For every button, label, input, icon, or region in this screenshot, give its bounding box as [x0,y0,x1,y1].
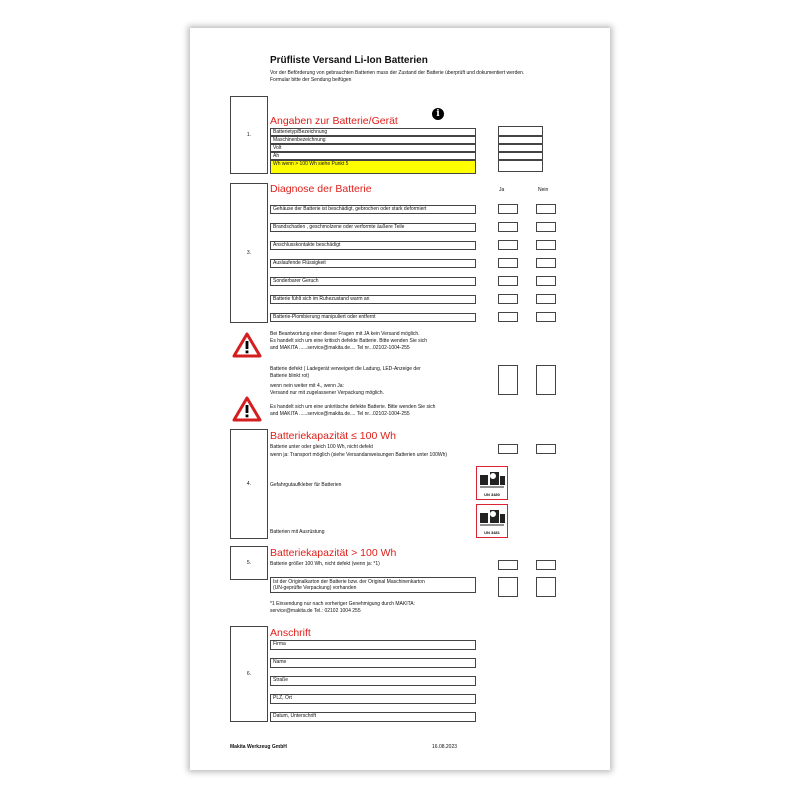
checkbox-over-100wh-no[interactable] [536,560,556,570]
label-hazard-sticker: Gefahrgutaufkleber für Batterien [270,482,342,488]
footnote-line-2: service@makita.de Tel.: 02102 1004 255 [270,608,361,614]
footer-date: 16.08.2023 [432,744,458,750]
original-packaging-question [270,577,476,593]
footnote-line-1: *1 Einsendung nur nach vorheriger Genehmigung durch MAKITA: [270,601,415,607]
field-ah: Ah [270,152,476,160]
field-machine-name: Maschinenbezeichnung [270,136,476,144]
checkbox-warm-yes[interactable] [498,294,518,304]
column-yes-label: Ja [499,187,505,193]
checkbox-over-100wh-yes[interactable] [498,560,518,570]
un3481-text: UN 3481 [484,530,500,535]
checkbox-defect-yes[interactable] [498,365,518,395]
warning-2-line-3: wenn nein weiter mit 4., wenn Ja: [270,383,344,389]
input-volt[interactable] [498,144,543,152]
section-1-number: 1. [230,96,268,174]
address-field-company[interactable]: Firma [270,640,476,650]
input-wh[interactable] [498,160,543,172]
section-3-title: Diagnose der Batterie [270,183,372,195]
checkbox-leak-no[interactable] [536,258,556,268]
input-ah[interactable] [498,152,543,160]
checkbox-leak-yes[interactable] [498,258,518,268]
section-6-title: Anschrift [270,627,311,639]
section-4-title: Batteriekapazität ≤ 100 Wh [270,430,396,442]
checkbox-defect-no[interactable] [536,365,556,395]
address-field-zip-city[interactable]: PLZ, Ort [270,694,476,704]
section-5-title: Batteriekapazität > 100 Wh [270,547,397,559]
warning-2-line-2: Batterie blinkt rot) [270,373,310,379]
label-batteries-with-equipment: Batterien mit Ausrüstung [270,529,325,535]
checkbox-seal-yes[interactable] [498,312,518,322]
checkbox-housing-no[interactable] [536,204,556,214]
checkbox-warm-no[interactable] [536,294,556,304]
field-volt: Volt [270,144,476,152]
section-4-number: 4. [230,429,268,539]
section-3-number: 3. [230,183,268,323]
warning-2-line-1: Batterie defekt ( Ladegerät verweigert die Ladung, LED-Anzeige der [270,366,421,372]
address-field-street[interactable]: Straße [270,676,476,686]
diagnosis-item-warm: Batterie fühlt sich im Ruhezustand warm an [270,295,476,304]
section-5-number: 5. [230,546,268,580]
input-machine-name[interactable] [498,136,543,144]
checkbox-smell-yes[interactable] [498,276,518,286]
checkbox-fire-yes[interactable] [498,222,518,232]
checkbox-smell-no[interactable] [536,276,556,286]
warning-1-line-1: Bei Beantwortung einer dieser Fragen mit JA kein Versand möglich. [270,331,420,337]
warning-2-line-5: Es handelt sich um eine unkritische defekte Batterie. Bitte wenden Sie sich [270,404,436,410]
checkbox-contacts-no[interactable] [536,240,556,250]
intro-text: Vor der Beförderung von gebrauchten Batterien muss der Zustand der Batterie überprüft und dokumentiert werden. Formular bitte der Sendung beifügen [270,70,525,83]
packaging-line-1: Ist der Originalkarton der Batterie bzw. der Original Maschinenkarton [273,579,425,585]
section-5-line-1: Batterie größer 100 Wh, nicht defekt (wenn ja: *1) [270,561,380,567]
warning-triangle-icon [232,332,262,358]
diagnosis-item-leak: Auslaufende Flüssigkeit [270,259,476,268]
un3481-label-icon [476,504,508,538]
column-no-label: Nein [538,187,549,193]
checkbox-fire-no[interactable] [536,222,556,232]
warning-1-line-2: Es handelt sich um eine kritisch defekte Batterie. Bitte wenden Sie sich [270,338,428,344]
diagnosis-item-contacts: Anschlusskontakte beschädigt [270,241,476,250]
section-4-line-2: wenn ja: Transport möglich (siehe Versandanweisungen Batterien unter 100Wh) [270,452,448,458]
checkbox-seal-no[interactable] [536,312,556,322]
packaging-line-2: (UN-geprüfte Verpackung) vorhanden [273,585,357,591]
info-circle-icon[interactable]: i [432,108,444,120]
section-4-line-1: Batterie unter oder gleich 100 Wh, nicht defekt [270,444,373,450]
un3480-label-icon [476,466,508,500]
warning-1-line-3: and MAKITA ......service@makita.de.... Tel nr...02102-1004-255 [270,345,410,351]
diagnosis-item-fire: Brandschaden , geschmolzene oder verformte äußere Teile [270,223,476,232]
section-6-number: 6. [230,626,268,722]
diagnosis-item-smell: Sonderbarer Geruch [270,277,476,286]
document-page [190,28,610,770]
checkbox-under-100wh-no[interactable] [536,444,556,454]
address-field-name[interactable]: Name [270,658,476,668]
un3480-text: UN 3480 [484,492,500,497]
checkbox-contacts-yes[interactable] [498,240,518,250]
field-wh-highlight: Wh wenn > 100 Wh siehe Punkt 5 [270,160,476,174]
checkbox-under-100wh-yes[interactable] [498,444,518,454]
address-field-date-signature[interactable]: Datum, Unterschrift [270,712,476,722]
warning-2-line-4: Versand nur mit zugelassener Verpackung möglich. [270,390,384,396]
warning-2-line-6: and MAKITA ......service@makita.de.... Tel nr...02102-1004-255 [270,411,410,417]
checkbox-packaging-no[interactable] [536,577,556,597]
diagnosis-item-seal: Batterie-Plombierung manipuliert oder entfernt [270,313,476,322]
input-battery-type[interactable] [498,126,543,136]
checkbox-housing-yes[interactable] [498,204,518,214]
checkbox-packaging-yes[interactable] [498,577,518,597]
diagnosis-item-housing: Gehäuse der Batterie ist beschädigt, gebrochen oder stark deformiert [270,205,476,214]
document-title: Prüfliste Versand Li-Ion Batterien [270,55,428,66]
section-1-title: Angaben zur Batterie/Gerät [270,115,398,127]
field-battery-type: Batterietyp/Bezeichnung [270,128,476,136]
warning-triangle-icon [232,396,262,422]
footer-company: Makita Werkzeug GmbH [230,744,287,750]
